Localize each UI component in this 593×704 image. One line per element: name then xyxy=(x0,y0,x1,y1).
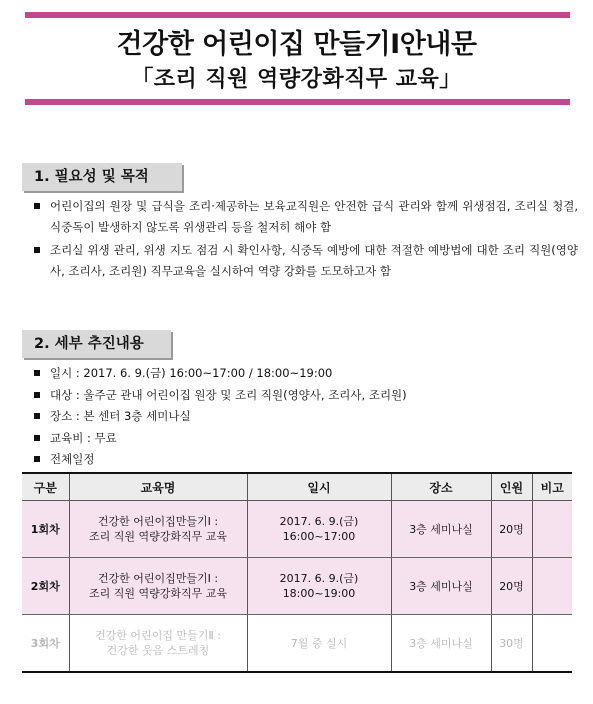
session-datetime xyxy=(247,501,391,558)
list-item xyxy=(30,196,578,238)
square-bullet-icon xyxy=(34,203,40,209)
table-row xyxy=(22,501,572,558)
details-list xyxy=(30,363,578,471)
document-title: 건강한 어린이집 만들기Ⅰ안내문 xyxy=(116,29,477,60)
course-name-line: 조리 직원 역량강화직무 교육 xyxy=(88,530,227,543)
list-item-text: 어린이집의 원장 및 급식을 조리·제공하는 보육교직원은 안전한 급식 관리와 함께 위생점검, 조리실 청결, 식중독이 발생하지 않도록 위생관리 등을 철저히 해야 함 xyxy=(50,199,578,234)
session-datetime xyxy=(247,558,391,615)
list-item-text: 일시 : 2017. 6. 9.(금) 16:00~17:00 / 18:00~19:00 xyxy=(50,366,333,380)
course-name xyxy=(69,558,247,615)
list-item xyxy=(30,449,578,471)
purpose-list xyxy=(30,196,578,284)
square-bullet-icon xyxy=(34,247,40,253)
square-bullet-icon xyxy=(34,392,40,398)
session-capacity: 20명 xyxy=(491,558,532,615)
session-note xyxy=(532,558,572,615)
column-header: 장소 xyxy=(391,473,491,501)
session-place: 3층 세미나실 xyxy=(391,501,491,558)
list-item-text: 장소 : 본 센터 3층 세미나실 xyxy=(50,409,191,423)
square-bullet-icon xyxy=(34,435,40,441)
table-row xyxy=(22,615,572,673)
list-item-text: 교육비 : 무료 xyxy=(50,430,117,445)
list-item xyxy=(30,385,578,407)
list-item xyxy=(30,428,578,450)
course-name-line: 건강한 어린이집만들기Ⅰ : xyxy=(97,572,219,585)
course-name-line: 건강한 웃음 스트레칭 xyxy=(106,644,210,657)
list-item-text: 대상 : 울주군 관내 어린이집 원장 및 조리 직원(영양사, 조리사, 조리원) xyxy=(50,387,407,402)
session-capacity: 20명 xyxy=(491,501,532,558)
square-bullet-icon xyxy=(34,370,40,376)
session-place: 3층 세미나실 xyxy=(391,558,491,615)
session-date: 7월 중 실시 xyxy=(290,636,348,650)
session-datetime xyxy=(247,615,391,673)
bottom-divider xyxy=(25,99,570,105)
course-name-line: 조리 직원 역량강화직무 교육 xyxy=(88,587,227,600)
course-name-line: 건강한 어린이집만들기Ⅰ : xyxy=(97,515,219,528)
list-item-text: 조리실 위생 관리, 위생 지도 점검 시 확인사항, 식중독 예방에 대한 적절한 예방법에 대한 조리 직원(영양사, 조리사, 조리원) 직무교육을 실시하여 역량 강화를 도모하고자 함 xyxy=(50,243,578,278)
schedule-table xyxy=(22,472,572,673)
list-item-text: 전체일정 xyxy=(50,452,95,466)
session-note xyxy=(532,501,572,558)
session-number: 3회차 xyxy=(22,615,69,673)
course-name-line: 건강한 어린이집 만들기Ⅱ : xyxy=(95,629,221,642)
square-bullet-icon xyxy=(34,413,40,419)
session-time: 16:00~17:00 xyxy=(282,530,356,543)
table-header-row xyxy=(22,473,572,501)
table-row xyxy=(22,558,572,615)
course-name xyxy=(69,501,247,558)
session-note xyxy=(532,615,572,673)
list-item xyxy=(30,363,578,385)
session-place: 3층 세미나실 xyxy=(391,615,491,673)
column-header: 인원 xyxy=(491,473,532,501)
session-date: 2017. 6. 9.(금) xyxy=(279,515,359,528)
list-item xyxy=(30,406,578,428)
session-capacity: 30명 xyxy=(491,615,532,673)
list-item xyxy=(30,240,578,282)
session-number: 2회차 xyxy=(22,558,69,615)
session-time: 18:00~19:00 xyxy=(282,587,356,600)
session-number: 1회차 xyxy=(22,501,69,558)
section-heading-purpose: 1. 필요성 및 목적 xyxy=(22,163,182,191)
square-bullet-icon xyxy=(34,456,40,462)
column-header: 비고 xyxy=(532,473,572,501)
course-name xyxy=(69,615,247,673)
section-heading-details: 2. 세부 추진내용 xyxy=(22,330,171,358)
top-divider xyxy=(25,12,570,18)
column-header: 일시 xyxy=(247,473,391,501)
column-header: 교육명 xyxy=(69,473,247,501)
session-date: 2017. 6. 9.(금) xyxy=(279,572,359,585)
document-subtitle: 「조리 직원 역량강화직무 교육」 xyxy=(131,67,462,92)
column-header: 구분 xyxy=(22,473,69,501)
